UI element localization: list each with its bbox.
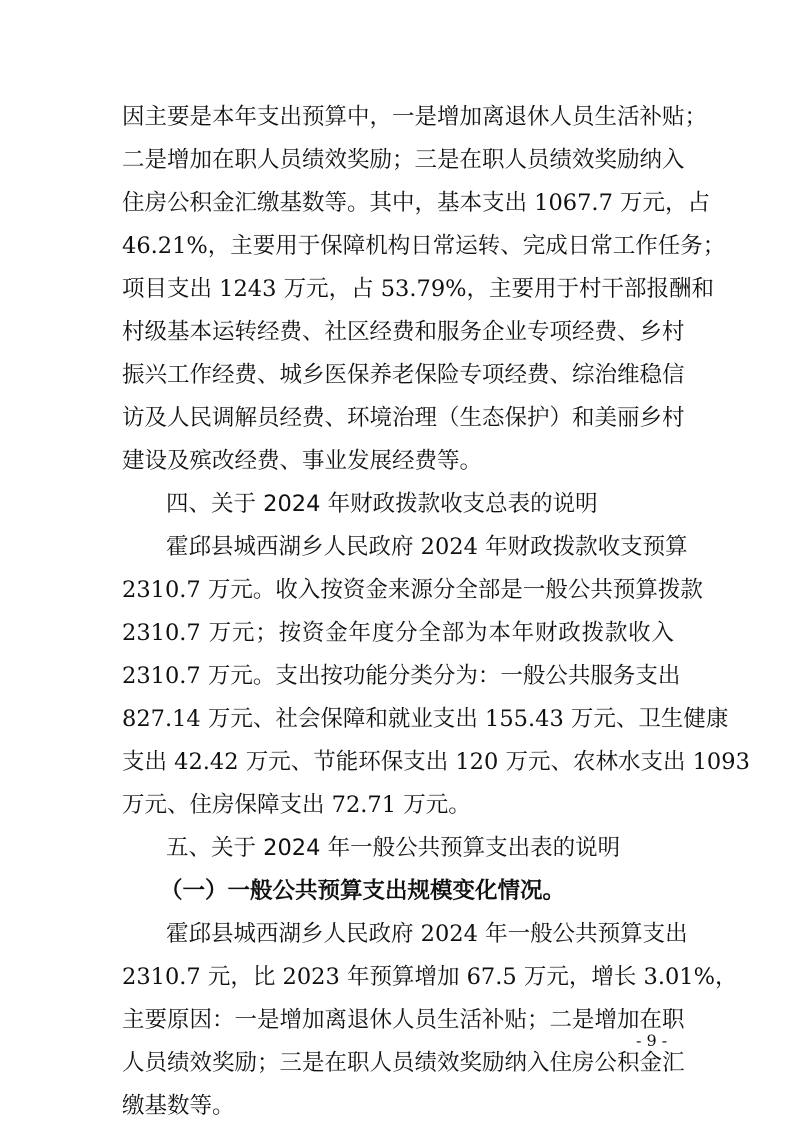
paragraph-line: 村级基本运转经费、社区经费和服务企业专项经费、乡村: [122, 319, 685, 345]
paragraph-line: 2310.7 万元；按资金年度分全部为本年财政拨款收入: [122, 620, 674, 646]
paragraph-line: 2310.7 元，比 2023 年预算增加 67.5 万元，增长 3.01%，: [122, 964, 738, 990]
paragraph-line: 建设及殡改经费、事业发展经费等。: [122, 448, 483, 474]
paragraph-line: 主要原因：一是增加离退休人员生活补贴；二是增加在职: [122, 1007, 685, 1033]
paragraph-line: 827.14 万元、社会保障和就业支出 155.43 万元、卫生健康: [122, 706, 729, 732]
paragraph-line: 住房公积金汇缴基数等。其中，基本支出 1067.7 万元，占: [122, 190, 711, 216]
paragraph-line: 人员绩效奖励；三是在职人员绩效奖励纳入住房公积金汇: [122, 1050, 685, 1076]
paragraph-line: 因主要是本年支出预算中，一是增加离退休人员生活补贴；: [122, 104, 708, 130]
paragraph-line: 访及人民调解员经费、环境治理（生态保护）和美丽乡村: [122, 405, 685, 431]
paragraph-line: 霍邱县城西湖乡人民政府 2024 年一般公共预算支出: [166, 921, 688, 947]
subsection-heading-1: （一）一般公共预算支出规模变化情况。: [160, 878, 566, 904]
paragraph-line: 缴基数等。: [122, 1093, 235, 1119]
paragraph-line: 支出 42.42 万元、节能环保支出 120 万元、农林水支出 1093: [122, 749, 750, 775]
paragraph-line: 振兴工作经费、城乡医保养老保险专项经费、综治维稳信: [122, 362, 685, 388]
paragraph-line: 霍邱县城西湖乡人民政府 2024 年财政拨款收支预算: [166, 534, 688, 560]
paragraph-line: 46.21%，主要用于保障机构日常运转、完成日常工作任务；: [122, 233, 726, 259]
paragraph-line: 2310.7 万元。收入按资金来源分全部是一般公共预算拨款: [122, 577, 703, 603]
paragraph-line: 万元、住房保障支出 72.71 万元。: [122, 792, 471, 818]
page-number: - 9 -: [636, 1031, 668, 1050]
paragraph-line: 项目支出 1243 万元，占 53.79%，主要用于村干部报酬和: [122, 276, 715, 302]
paragraph-line: 二是增加在职人员绩效奖励；三是在职人员绩效奖励纳入: [122, 147, 685, 173]
paragraph-line: 2310.7 万元。支出按功能分类分为：一般公共服务支出: [122, 663, 681, 689]
section-heading-4: 四、关于 2024 年财政拨款收支总表的说明: [166, 491, 598, 517]
section-heading-5: 五、关于 2024 年一般公共预算支出表的说明: [166, 835, 621, 861]
